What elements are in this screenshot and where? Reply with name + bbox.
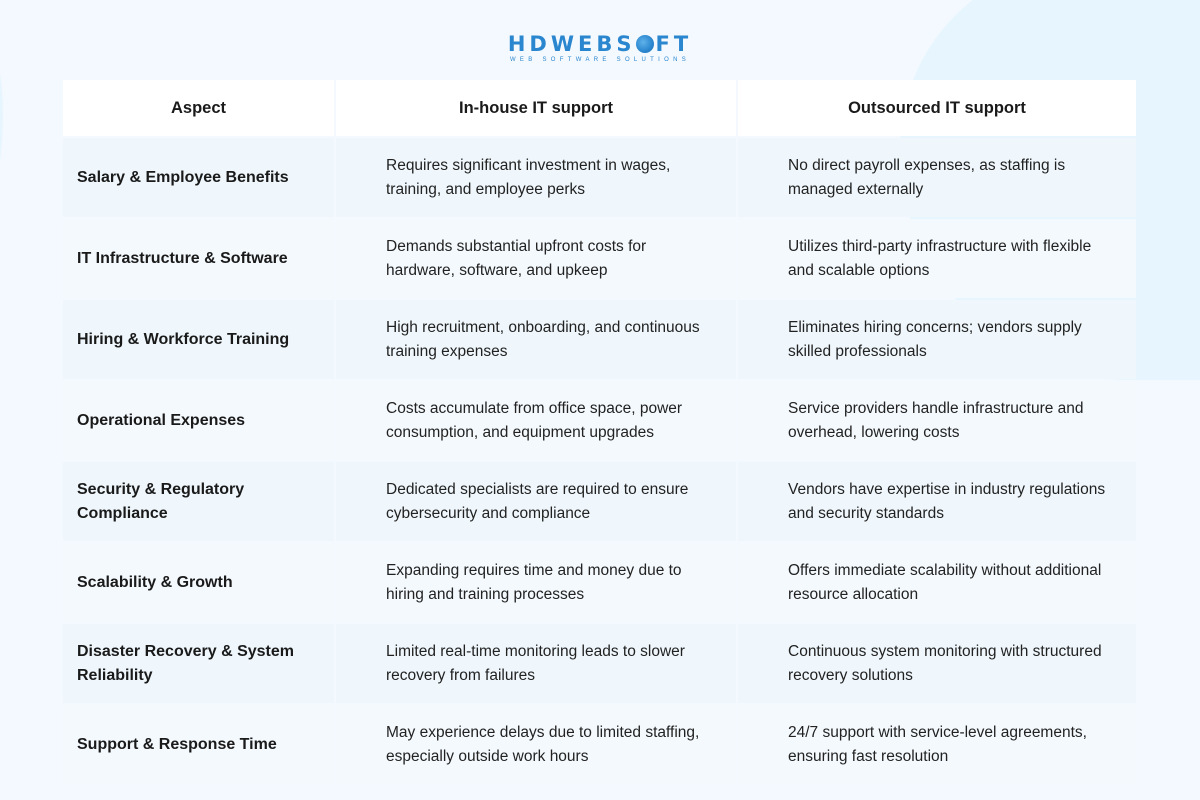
row-inhouse: High recruitment, onboarding, and continuous training expenses — [336, 300, 736, 379]
row-aspect: IT Infrastructure & Software — [63, 219, 334, 298]
row-aspect: Support & Response Time — [63, 705, 334, 784]
logo-text-part1: HDWEBS — [507, 32, 636, 56]
row-aspect: Operational Expenses — [63, 381, 334, 460]
row-aspect: Disaster Recovery & System Reliability — [63, 624, 334, 703]
row-outsourced: Vendors have expertise in industry regulations and security standards — [738, 462, 1136, 541]
logo-text-part2: FT — [655, 32, 693, 56]
row-aspect: Hiring & Workforce Training — [63, 300, 334, 379]
globe-icon — [636, 35, 654, 53]
logo-wordmark — [508, 33, 692, 55]
row-inhouse: Expanding requires time and money due to hiring and training processes — [336, 543, 736, 622]
hdwebsoft-logo — [0, 33, 1200, 63]
row-inhouse: Costs accumulate from office space, power consumption, and equipment upgrades — [336, 381, 736, 460]
row-inhouse: Requires significant investment in wages, training, and employee perks — [336, 138, 736, 217]
row-inhouse: Demands substantial upfront costs for hardware, software, and upkeep — [336, 219, 736, 298]
row-aspect: Salary & Employee Benefits — [63, 138, 334, 217]
comparison-table — [63, 80, 1136, 784]
row-outsourced: Eliminates hiring concerns; vendors supply skilled professionals — [738, 300, 1136, 379]
row-aspect: Scalability & Growth — [63, 543, 334, 622]
row-inhouse: May experience delays due to limited staffing, especially outside work hours — [336, 705, 736, 784]
row-outsourced: Service providers handle infrastructure and overhead, lowering costs — [738, 381, 1136, 460]
header-aspect: Aspect — [63, 80, 334, 136]
header-outsourced: Outsourced IT support — [738, 80, 1136, 136]
row-outsourced: No direct payroll expenses, as staffing is managed externally — [738, 138, 1136, 217]
row-inhouse: Dedicated specialists are required to ensure cybersecurity and compliance — [336, 462, 736, 541]
row-outsourced: Offers immediate scalability without additional resource allocation — [738, 543, 1136, 622]
row-outsourced: Continuous system monitoring with structured recovery solutions — [738, 624, 1136, 703]
logo-tagline: WEB SOFTWARE SOLUTIONS — [509, 57, 691, 63]
row-outsourced: 24/7 support with service-level agreements, ensuring fast resolution — [738, 705, 1136, 784]
row-aspect: Security & Regulatory Compliance — [63, 462, 334, 541]
row-inhouse: Limited real-time monitoring leads to slower recovery from failures — [336, 624, 736, 703]
header-inhouse: In-house IT support — [336, 80, 736, 136]
row-outsourced: Utilizes third-party infrastructure with flexible and scalable options — [738, 219, 1136, 298]
